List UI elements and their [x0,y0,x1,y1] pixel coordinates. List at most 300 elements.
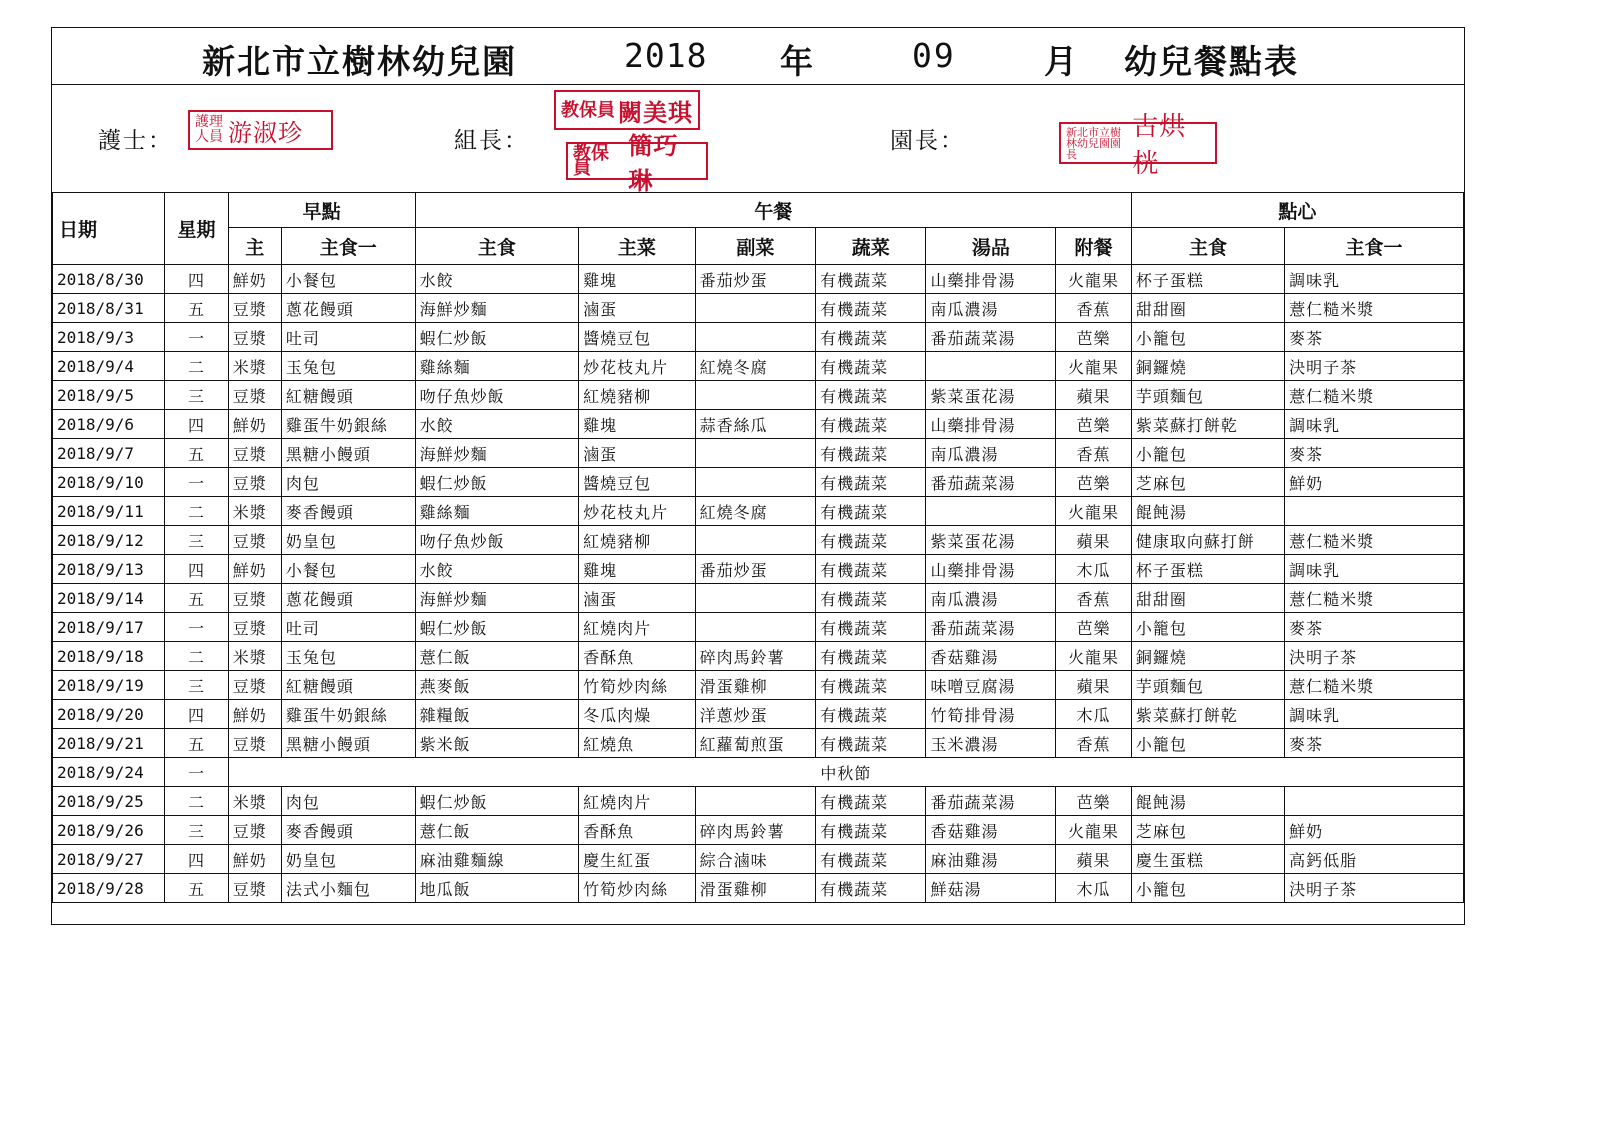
cell-lunch-staple: 水餃 [415,265,578,294]
cell-breakfast-drink: 米漿 [228,787,281,816]
cell-date: 2018/9/10 [53,468,165,497]
leader-stamp-1-title: 教保員 [561,99,615,121]
cell-breakfast-staple: 蔥花饅頭 [281,584,415,613]
table-row [53,294,1464,323]
cell-lunch-fruit: 木瓜 [1056,874,1132,903]
cell-breakfast-staple: 肉包 [281,468,415,497]
cell-snack-staple: 餛飩湯 [1131,787,1284,816]
cell-lunch-main-dish: 雞塊 [579,410,695,439]
weekday-header: 星期 [165,193,228,265]
col-lunch-fruit: 附餐 [1056,228,1132,265]
snack-header: 點心 [1131,193,1463,228]
cell-snack-staple: 杯子蛋糕 [1131,265,1284,294]
cell-lunch-fruit: 芭樂 [1056,468,1132,497]
leader-stamp-2-title: 教保員 [573,143,609,179]
cell-breakfast-drink: 豆漿 [228,323,281,352]
cell-lunch-side-dish [695,526,816,555]
cell-date: 2018/9/6 [53,410,165,439]
cell-lunch-vegetable: 有機蔬菜 [816,671,926,700]
cell-weekday: 二 [165,787,228,816]
cell-weekday: 五 [165,584,228,613]
cell-weekday: 四 [165,555,228,584]
cell-snack-staple: 小籠包 [1131,874,1284,903]
cell-lunch-staple: 薏仁飯 [415,816,578,845]
cell-weekday: 五 [165,874,228,903]
cell-lunch-side-dish: 蒜香絲瓜 [695,410,816,439]
cell-lunch-side-dish [695,613,816,642]
cell-lunch-fruit: 蘋果 [1056,671,1132,700]
cell-date: 2018/9/26 [53,816,165,845]
cell-lunch-main-dish: 竹筍炒肉絲 [579,874,695,903]
cell-lunch-main-dish: 冬瓜肉燥 [579,700,695,729]
cell-lunch-fruit: 蘋果 [1056,381,1132,410]
cell-lunch-soup: 山藥排骨湯 [926,265,1056,294]
cell-lunch-main-dish: 香酥魚 [579,816,695,845]
cell-lunch-vegetable: 有機蔬菜 [816,874,926,903]
cell-lunch-fruit: 香蕉 [1056,439,1132,468]
cell-lunch-vegetable: 有機蔬菜 [816,468,926,497]
table-row [53,729,1464,758]
cell-snack-staple-1: 薏仁糙米漿 [1285,294,1464,323]
meal-table-sheet [51,27,1465,925]
cell-lunch-vegetable: 有機蔬菜 [816,323,926,352]
cell-lunch-side-dish [695,584,816,613]
cell-lunch-side-dish [695,468,816,497]
col-snack-staple-1: 主食一 [1285,228,1464,265]
cell-breakfast-staple: 黑糖小饅頭 [281,439,415,468]
cell-breakfast-drink: 豆漿 [228,816,281,845]
cell-breakfast-drink: 豆漿 [228,381,281,410]
cell-lunch-fruit: 香蕉 [1056,294,1132,323]
cell-weekday: 二 [165,497,228,526]
cell-lunch-fruit: 芭樂 [1056,323,1132,352]
cell-weekday: 一 [165,323,228,352]
cell-lunch-fruit: 火龍果 [1056,816,1132,845]
cell-date: 2018/9/14 [53,584,165,613]
title-meal-table: 幼兒餐點表 [1124,42,1299,81]
cell-date: 2018/9/28 [53,874,165,903]
cell-breakfast-staple: 奶皇包 [281,845,415,874]
table-row [53,671,1464,700]
col-lunch-side-dish: 副菜 [695,228,816,265]
cell-breakfast-staple: 玉兔包 [281,642,415,671]
cell-lunch-fruit: 木瓜 [1056,700,1132,729]
cell-lunch-staple: 蝦仁炒飯 [415,787,578,816]
table-row [53,468,1464,497]
principal-stamp-title: 新北市立樹林幼兒園園長 [1066,125,1121,161]
table-row [53,700,1464,729]
cell-snack-staple: 甜甜圈 [1131,584,1284,613]
cell-date: 2018/9/4 [53,352,165,381]
cell-lunch-soup: 山藥排骨湯 [926,410,1056,439]
cell-lunch-fruit: 火龍果 [1056,352,1132,381]
cell-lunch-main-dish: 紅燒豬柳 [579,381,695,410]
cell-breakfast-drink: 米漿 [228,497,281,526]
cell-lunch-fruit: 火龍果 [1056,642,1132,671]
cell-breakfast-staple: 紅糖饅頭 [281,381,415,410]
meal-table-body [53,265,1464,903]
table-row [53,526,1464,555]
cell-lunch-main-dish: 竹筍炒肉絲 [579,671,695,700]
cell-date: 2018/9/21 [53,729,165,758]
nurse-stamp-name: 游淑珍 [228,118,303,147]
cell-lunch-staple: 地瓜飯 [415,874,578,903]
cell-lunch-fruit: 芭樂 [1056,613,1132,642]
cell-snack-staple-1: 麥茶 [1285,613,1464,642]
principal-label: 園長： [890,128,965,154]
cell-breakfast-drink: 鮮奶 [228,845,281,874]
cell-lunch-side-dish [695,381,816,410]
cell-date: 2018/9/25 [53,787,165,816]
cell-breakfast-drink: 米漿 [228,642,281,671]
cell-date: 2018/8/31 [53,294,165,323]
cell-lunch-soup: 紫菜蛋花湯 [926,381,1056,410]
meal-table [52,192,1464,903]
cell-lunch-side-dish: 滑蛋雞柳 [695,671,816,700]
cell-date: 2018/9/19 [53,671,165,700]
cell-lunch-vegetable: 有機蔬菜 [816,265,926,294]
cell-lunch-vegetable: 有機蔬菜 [816,410,926,439]
col-breakfast-staple: 主食一 [281,228,415,265]
cell-lunch-vegetable: 有機蔬菜 [816,700,926,729]
cell-breakfast-drink: 豆漿 [228,671,281,700]
cell-snack-staple-1: 麥茶 [1285,439,1464,468]
cell-weekday: 一 [165,613,228,642]
cell-snack-staple-1: 決明子茶 [1285,642,1464,671]
cell-lunch-side-dish: 番茄炒蛋 [695,265,816,294]
cell-lunch-staple: 薏仁飯 [415,642,578,671]
cell-date: 2018/9/20 [53,700,165,729]
cell-weekday: 五 [165,294,228,323]
cell-date: 2018/9/17 [53,613,165,642]
cell-breakfast-drink: 豆漿 [228,439,281,468]
cell-snack-staple: 芝麻包 [1131,816,1284,845]
cell-snack-staple: 慶生蛋糕 [1131,845,1284,874]
signature-row [52,84,1464,193]
cell-snack-staple: 芋頭麵包 [1131,381,1284,410]
cell-lunch-fruit: 香蕉 [1056,729,1132,758]
cell-lunch-soup: 番茄蔬菜湯 [926,468,1056,497]
principal-stamp [1059,112,1217,179]
cell-lunch-main-dish: 滷蛋 [579,584,695,613]
cell-lunch-staple: 水餃 [415,555,578,584]
cell-breakfast-drink: 鮮奶 [228,265,281,294]
cell-lunch-main-dish: 紅燒豬柳 [579,526,695,555]
cell-snack-staple-1: 薏仁糙米漿 [1285,526,1464,555]
cell-breakfast-staple: 吐司 [281,323,415,352]
cell-snack-staple: 餛飩湯 [1131,497,1284,526]
cell-date: 2018/9/7 [53,439,165,468]
cell-lunch-main-dish: 雞塊 [579,265,695,294]
cell-lunch-side-dish: 碎肉馬鈴薯 [695,816,816,845]
cell-lunch-staple: 蝦仁炒飯 [415,613,578,642]
cell-lunch-main-dish: 雞塊 [579,555,695,584]
nurse-stamp-title: 護理人員 [195,114,223,145]
cell-snack-staple: 銅鑼燒 [1131,352,1284,381]
cell-date: 2018/9/18 [53,642,165,671]
cell-lunch-main-dish: 紅燒魚 [579,729,695,758]
cell-lunch-staple: 海鮮炒麵 [415,439,578,468]
cell-lunch-staple: 雜糧飯 [415,700,578,729]
cell-snack-staple: 小籠包 [1131,613,1284,642]
table-row [53,497,1464,526]
cell-lunch-side-dish: 紅蘿蔔煎蛋 [695,729,816,758]
cell-lunch-vegetable: 有機蔬菜 [816,439,926,468]
leader-stamp-1 [554,90,700,130]
cell-snack-staple: 小籠包 [1131,439,1284,468]
cell-breakfast-staple: 小餐包 [281,555,415,584]
cell-lunch-staple: 紫米飯 [415,729,578,758]
leader-label: 組長： [454,128,529,154]
title-month-char: 月 [1044,42,1079,81]
principal-stamp-name: 古烘桄 [1132,112,1187,179]
nurse-stamp [188,110,333,150]
cell-lunch-main-dish: 慶生紅蛋 [579,845,695,874]
cell-lunch-staple: 吻仔魚炒飯 [415,526,578,555]
cell-snack-staple: 銅鑼燒 [1131,642,1284,671]
col-lunch-vegetable: 蔬菜 [816,228,926,265]
cell-lunch-fruit: 火龍果 [1056,265,1132,294]
cell-lunch-staple: 雞絲麵 [415,352,578,381]
cell-lunch-soup: 南瓜濃湯 [926,584,1056,613]
cell-lunch-side-dish: 紅燒冬腐 [695,497,816,526]
cell-breakfast-staple: 肉包 [281,787,415,816]
cell-snack-staple-1: 調味乳 [1285,700,1464,729]
cell-breakfast-staple: 蔥花饅頭 [281,294,415,323]
cell-lunch-staple: 海鮮炒麵 [415,294,578,323]
cell-lunch-main-dish: 紅燒肉片 [579,787,695,816]
lunch-header: 午餐 [415,193,1131,228]
cell-breakfast-drink: 豆漿 [228,468,281,497]
title-year: 2018 [624,36,708,75]
cell-lunch-side-dish: 滑蛋雞柳 [695,874,816,903]
table-row [53,874,1464,903]
cell-lunch-vegetable: 有機蔬菜 [816,555,926,584]
cell-lunch-vegetable: 有機蔬菜 [816,526,926,555]
cell-lunch-side-dish: 番茄炒蛋 [695,555,816,584]
table-row [53,613,1464,642]
table-row [53,323,1464,352]
cell-snack-staple: 甜甜圈 [1131,294,1284,323]
leader-stamp-1-name: 闕美琪 [618,97,693,127]
cell-weekday: 四 [165,700,228,729]
cell-snack-staple: 杯子蛋糕 [1131,555,1284,584]
cell-lunch-soup: 南瓜濃湯 [926,439,1056,468]
cell-lunch-side-dish [695,787,816,816]
cell-lunch-fruit: 蘋果 [1056,526,1132,555]
col-lunch-staple: 主食 [415,228,578,265]
cell-breakfast-drink: 豆漿 [228,584,281,613]
cell-snack-staple: 小籠包 [1131,729,1284,758]
cell-snack-staple-1: 決明子茶 [1285,874,1464,903]
breakfast-header: 早點 [228,193,415,228]
cell-lunch-soup: 香菇雞湯 [926,642,1056,671]
cell-lunch-side-dish [695,439,816,468]
cell-weekday: 二 [165,642,228,671]
cell-snack-staple: 紫菜蘇打餅乾 [1131,700,1284,729]
col-breakfast-drink: 主 [228,228,281,265]
cell-lunch-soup: 香菇雞湯 [926,816,1056,845]
cell-breakfast-drink: 豆漿 [228,613,281,642]
cell-weekday: 三 [165,816,228,845]
table-row [53,758,1464,787]
cell-breakfast-staple: 玉兔包 [281,352,415,381]
cell-snack-staple: 紫菜蘇打餅乾 [1131,410,1284,439]
cell-lunch-fruit: 芭樂 [1056,410,1132,439]
cell-weekday: 三 [165,526,228,555]
cell-breakfast-drink: 鮮奶 [228,555,281,584]
cell-snack-staple-1 [1285,497,1464,526]
cell-lunch-main-dish: 醬燒豆包 [579,468,695,497]
table-row [53,555,1464,584]
cell-breakfast-drink: 豆漿 [228,294,281,323]
table-row [53,787,1464,816]
cell-lunch-vegetable: 有機蔬菜 [816,294,926,323]
cell-lunch-main-dish: 醬燒豆包 [579,323,695,352]
cell-date: 2018/9/24 [53,758,165,787]
cell-weekday: 四 [165,410,228,439]
cell-snack-staple-1: 調味乳 [1285,410,1464,439]
cell-date: 2018/9/11 [53,497,165,526]
cell-breakfast-staple: 吐司 [281,613,415,642]
cell-lunch-vegetable: 有機蔬菜 [816,381,926,410]
col-lunch-main-dish: 主菜 [579,228,695,265]
cell-breakfast-staple: 雞蛋牛奶銀絲 [281,410,415,439]
cell-lunch-soup: 番茄蔬菜湯 [926,323,1056,352]
cell-lunch-main-dish: 滷蛋 [579,439,695,468]
cell-breakfast-drink: 豆漿 [228,874,281,903]
cell-breakfast-staple: 奶皇包 [281,526,415,555]
cell-lunch-main-dish: 滷蛋 [579,294,695,323]
cell-lunch-side-dish: 洋蔥炒蛋 [695,700,816,729]
table-row [53,845,1464,874]
cell-breakfast-staple: 麥香饅頭 [281,816,415,845]
cell-snack-staple-1: 鮮奶 [1285,468,1464,497]
cell-lunch-soup: 玉米濃湯 [926,729,1056,758]
cell-date: 2018/9/27 [53,845,165,874]
cell-snack-staple-1: 薏仁糙米漿 [1285,584,1464,613]
cell-lunch-vegetable: 有機蔬菜 [816,584,926,613]
cell-breakfast-staple: 黑糖小饅頭 [281,729,415,758]
cell-lunch-fruit: 火龍果 [1056,497,1132,526]
cell-holiday: 中秋節 [228,758,1463,787]
cell-lunch-soup: 鮮菇湯 [926,874,1056,903]
cell-lunch-staple: 海鮮炒麵 [415,584,578,613]
cell-breakfast-staple: 紅糖饅頭 [281,671,415,700]
cell-lunch-vegetable: 有機蔬菜 [816,816,926,845]
cell-lunch-side-dish: 碎肉馬鈴薯 [695,642,816,671]
cell-lunch-vegetable: 有機蔬菜 [816,352,926,381]
cell-lunch-soup: 番茄蔬菜湯 [926,787,1056,816]
cell-lunch-staple: 蝦仁炒飯 [415,323,578,352]
cell-weekday: 一 [165,758,228,787]
cell-lunch-main-dish: 香酥魚 [579,642,695,671]
cell-lunch-fruit: 香蕉 [1056,584,1132,613]
cell-snack-staple-1: 薏仁糙米漿 [1285,381,1464,410]
cell-lunch-side-dish: 綜合滷味 [695,845,816,874]
cell-snack-staple-1: 決明子茶 [1285,352,1464,381]
cell-lunch-main-dish: 紅燒肉片 [579,613,695,642]
table-row [53,265,1464,294]
cell-lunch-side-dish [695,294,816,323]
nurse-label: 護士： [98,128,173,154]
cell-snack-staple: 芝麻包 [1131,468,1284,497]
cell-snack-staple: 芋頭麵包 [1131,671,1284,700]
cell-lunch-vegetable: 有機蔬菜 [816,787,926,816]
cell-breakfast-drink: 米漿 [228,352,281,381]
cell-snack-staple-1: 麥茶 [1285,323,1464,352]
cell-breakfast-drink: 鮮奶 [228,410,281,439]
cell-weekday: 五 [165,439,228,468]
cell-snack-staple-1: 鮮奶 [1285,816,1464,845]
cell-weekday: 五 [165,729,228,758]
cell-lunch-vegetable: 有機蔬菜 [816,845,926,874]
cell-snack-staple-1: 調味乳 [1285,555,1464,584]
cell-lunch-soup: 山藥排骨湯 [926,555,1056,584]
cell-snack-staple-1: 麥茶 [1285,729,1464,758]
cell-lunch-soup: 紫菜蛋花湯 [926,526,1056,555]
cell-weekday: 四 [165,845,228,874]
col-snack-staple: 主食 [1131,228,1284,265]
cell-snack-staple-1 [1285,787,1464,816]
table-row [53,439,1464,468]
cell-breakfast-drink: 豆漿 [228,729,281,758]
cell-lunch-fruit: 木瓜 [1056,555,1132,584]
cell-snack-staple: 小籠包 [1131,323,1284,352]
cell-lunch-staple: 燕麥飯 [415,671,578,700]
title-month: 09 [912,36,956,75]
cell-lunch-main-dish: 炒花枝丸片 [579,497,695,526]
cell-lunch-fruit: 蘋果 [1056,845,1132,874]
cell-date: 2018/8/30 [53,265,165,294]
col-lunch-soup: 湯品 [926,228,1056,265]
cell-snack-staple: 健康取向蘇打餅 [1131,526,1284,555]
cell-lunch-staple: 麻油雞麵線 [415,845,578,874]
cell-lunch-vegetable: 有機蔬菜 [816,642,926,671]
cell-lunch-soup: 番茄蔬菜湯 [926,613,1056,642]
school-name: 新北市立樹林幼兒園 [202,42,517,81]
cell-lunch-soup [926,497,1056,526]
cell-lunch-side-dish [695,323,816,352]
cell-lunch-fruit: 芭樂 [1056,787,1132,816]
cell-breakfast-staple: 雞蛋牛奶銀絲 [281,700,415,729]
leader-stamp-2 [566,131,708,195]
cell-date: 2018/9/13 [53,555,165,584]
cell-breakfast-staple: 法式小麵包 [281,874,415,903]
cell-date: 2018/9/12 [53,526,165,555]
leader-stamp-2-name: 簡巧琳 [628,131,679,195]
cell-lunch-main-dish: 炒花枝丸片 [579,352,695,381]
table-row [53,352,1464,381]
cell-snack-staple-1: 高鈣低脂 [1285,845,1464,874]
cell-weekday: 一 [165,468,228,497]
cell-weekday: 二 [165,352,228,381]
cell-snack-staple-1: 調味乳 [1285,265,1464,294]
date-header: 日期 [53,193,165,265]
cell-lunch-soup [926,352,1056,381]
table-row [53,642,1464,671]
cell-lunch-staple: 水餃 [415,410,578,439]
cell-lunch-vegetable: 有機蔬菜 [816,613,926,642]
cell-lunch-vegetable: 有機蔬菜 [816,729,926,758]
cell-breakfast-drink: 豆漿 [228,526,281,555]
cell-lunch-soup: 味噌豆腐湯 [926,671,1056,700]
cell-lunch-soup: 竹筍排骨湯 [926,700,1056,729]
cell-lunch-staple: 蝦仁炒飯 [415,468,578,497]
cell-lunch-soup: 南瓜濃湯 [926,294,1056,323]
cell-breakfast-drink: 鮮奶 [228,700,281,729]
cell-lunch-soup: 麻油雞湯 [926,845,1056,874]
